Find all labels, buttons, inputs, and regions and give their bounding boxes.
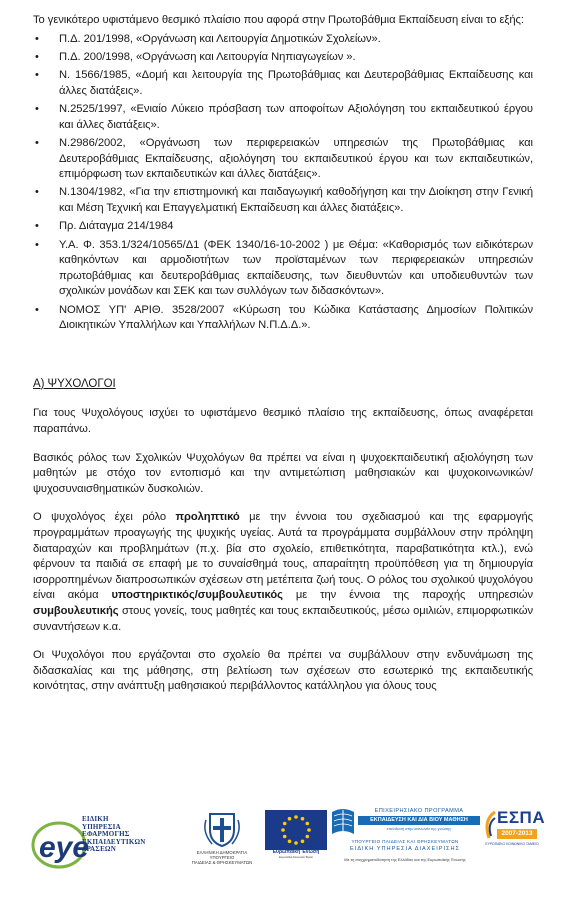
ministry-text-line: ΥΠΟΥΡΓΕΙΟ — [209, 855, 235, 860]
list-item — [33, 32, 533, 48]
paragraph-4: Οι Ψυχολόγοι που εργάζονται στο σχολείο θα πρέπει να συμβάλλουν στην ενδυνάμωση της διδασκαλίας και της μάθησης, στη βελτίωση των σχέσεων στο εσωτερικό της εκπαιδευτικής κοινότητας, στην ανάπτυξη μαθησιακού περιβάλλοντος κατάλληλου για όλους τους — [33, 649, 533, 693]
list-item — [33, 219, 533, 235]
cofunding-note: Με τη συγχρηματοδότηση της Ελλάδας και της Ευρωπαϊκής Ένωσης — [344, 857, 466, 862]
eye-text-line: ΥΠΗΡΕΣΙΑ — [82, 822, 121, 831]
law-text: Π.Δ. 200/1998, «Οργάνωση και Λειτουργία Νηπιαγωγείων ». — [59, 50, 356, 63]
bullet-icon: • — [35, 303, 39, 316]
paragraph-text: στους γονείς, τους μαθητές και τους εκπαιδευτικούς, μέσω ομιλιών, επιμορφωτικών συναντήσεων κ.α. — [33, 604, 533, 633]
list-item — [33, 238, 533, 300]
intro-paragraph: Το γενικότερο υφιστάμενο θεσμικό πλαίσιο που αφορά στην Πρωτοβάθμια Εκπαίδευση είναι το εξής: — [33, 14, 524, 26]
eye-logo-text — [82, 816, 182, 854]
list-item — [33, 303, 533, 334]
eye-text-line: ΔΡΑΣΕΩΝ — [82, 845, 116, 854]
bullet-icon: • — [35, 238, 39, 251]
bold-term: υποστηρικτικός/συμβουλευτικός — [111, 589, 283, 602]
paragraph-1: Για τους Ψυχολόγους ισχύει το υφιστάμενο θεσμικό πλαίσιο της εκπαίδευσης, όπως αναφέρεται παραπάνω. — [33, 407, 533, 435]
list-item — [33, 136, 533, 183]
ministry-text — [182, 850, 262, 865]
greek-emblem-icon — [182, 810, 262, 848]
list-item — [33, 68, 533, 99]
legal-framework-list — [33, 32, 533, 334]
document-body — [33, 13, 533, 708]
list-item — [33, 50, 533, 66]
bullet-icon: • — [35, 186, 39, 199]
eye-logo — [30, 812, 180, 882]
eu-subtext: Ευρωπαϊκό Κοινωνικό Ταμείο — [279, 856, 313, 859]
paragraph-3 — [33, 510, 533, 635]
law-text: Ν. 1566/1985, «Δομή και λειτουργία της Πρωτοβάθμιας και Δευτεροβάθμιας Εκπαίδευσης και άλλες διατάξεις». — [59, 69, 533, 97]
eye-mark-text: eye — [39, 831, 90, 864]
bold-term: συμβουλευτικής — [33, 604, 119, 617]
bullet-icon: • — [35, 220, 39, 233]
eu-logo — [265, 810, 327, 880]
list-item — [33, 102, 533, 133]
paragraph-text: Ο ψυχολόγος έχει ρόλο — [33, 511, 176, 524]
paragraph-text: με την έννοια της παροχής υπηρεσιών — [282, 589, 533, 602]
espa-title: ΕΣΠΑ — [497, 808, 546, 827]
law-text: Ν.2525/1997, «Ενιαίο Λύκειο πρόσβαση των αποφοίτων Αξιολόγηση του εκπαιδευτικού έργου και άλλες διατάξεις». — [59, 103, 533, 131]
espa-swoosh-icon — [483, 810, 497, 840]
paragraph-text: με την έννοια του σχεδιασμού και της εφαρμογής προγραμμάτων προαγωγής της ψυχικής υγείας. Αυτά τα προγράμματα συμβάλλουν στην πρόληψη διαταραχών και προβλημάτων (π.χ. βία στο σχολείο, επιθετικότητα, παραβατικότητα κτλ.), ενώ φέρνουν τα παιδιά σε επαφή με το συναίσθημά τους, απαραίτητη προϋπόθεση για τη δημιουργία ισορροπημένων διαπροσωπικών σχέσεων στη μετέπειτα ζωή τους. Ο ρόλος του σχολικού ψυχολόγου είναι ακόμα — [33, 511, 533, 602]
bullet-icon: • — [35, 32, 39, 45]
ministry-text-line: ΕΛΛΗΝΙΚΗ ΔΗΜΟΚΡΑΤΙΑ — [196, 850, 248, 855]
programme-ministry: ΥΠΟΥΡΓΕΙΟ ΠΑΙΔΕΙΑΣ ΚΑΙ ΘΡΗΣΚΕΥΜΑΤΩΝ — [351, 839, 459, 844]
programme-title: ΕΠΙΧΕΙΡΗΣΙΑΚΟ ΠΡΟΓΡΑΜΜΑ — [374, 808, 464, 814]
ministry-logo — [182, 810, 262, 880]
law-text: Ν.2986/2002, «Οργάνωση των περιφερειακών υπηρεσιών της Πρωτοβάθμιας και Δευτεροβάθμιας Εκπαίδευσης, αξιολόγηση του εκπαιδευτικού έργου και των εκπαιδευτικών, επιμόρφωση των εκπαιδευτικών και άλλες διατάξεις». — [59, 136, 533, 181]
bullet-icon: • — [35, 50, 39, 63]
law-text: Π.Δ. 201/1998, «Οργάνωση και Λειτουργία Δημοτικών Σχολείων». — [59, 32, 381, 45]
espa-subtext: ΕΥΡΩΠΑΪΚΟ ΚΟΙΝΩΝΙΚΟ ΤΑΜΕΙΟ — [485, 842, 539, 846]
section-heading: Α) ΨΥΧΟΛΟΓΟΙ — [33, 377, 116, 390]
programme-logo — [330, 806, 480, 886]
law-text: Ν.1304/1982, «Για την επιστημονική και παιδαγωγική καθοδήγηση και την Διοίκηση στην Γενική και Μέση Τεχνική και Επαγγελματική Εκπαίδευση και άλλες διατάξεις». — [59, 186, 533, 214]
footer-logos — [30, 802, 546, 892]
espa-logo — [483, 808, 546, 878]
eu-text: Ευρωπαϊκή Ένωση — [272, 849, 320, 855]
bullet-icon: • — [35, 103, 39, 116]
law-text: ΝΟΜΟΣ ΥΠ' ΑΡΙΘ. 3528/2007 «Κύρωση του Κώδικα Κατάστασης Δημοσίων Πολιτικών Διοικητικών Υπαλλήλων και Υπαλλήλων Ν.Π.Δ.Δ.». — [59, 303, 533, 332]
eye-text-line: ΕΚΠΑΙΔΕΥΤΙΚΩΝ — [82, 837, 146, 846]
espa-years: 2007-2013 — [497, 829, 537, 839]
list-item — [33, 185, 533, 216]
paragraph-2: Βασικός ρόλος των Σχολικών Ψυχολόγων θα πρέπει να είναι η ψυχοεκπαιδευτική αξιολόγηση των μαθητών με στόχο τον εντοπισμό και την αντιμετώπιση μαθησιακών και ψυχοκοινωνικών/ψυχοσυναισθηματικών δυσκολιών. — [33, 451, 533, 495]
bullet-icon: • — [35, 69, 39, 82]
ministry-text-line: ΠΑΙΔΕΙΑΣ & ΘΡΗΣΚΕΥΜΑΤΩΝ — [191, 860, 253, 865]
bold-term: προληπτικό — [175, 511, 240, 524]
eye-mark-icon — [30, 812, 90, 872]
programme-slogan: επένδυση στην κοινωνία της γνώσης — [386, 826, 452, 831]
eu-flag-icon — [265, 810, 327, 850]
book-icon — [330, 806, 356, 836]
programme-name: ΕΚΠΑΙΔΕΥΣΗ ΚΑΙ ΔΙΑ ΒΙΟΥ ΜΑΘΗΣΗ — [358, 816, 480, 825]
programme-service: ΕΙΔΙΚΗ ΥΠΗΡΕΣΙΑ ΔΙΑΧΕΙΡΙΣΗΣ — [349, 846, 461, 852]
eye-text-line: ΕΙΔΙΚΗ — [82, 815, 109, 823]
law-text: Υ.Α. Φ. 353.1/324/10565/Δ1 (ΦΕΚ 1340/16-10-2002 ) με Θέμα: «Καθορισμός των ειδικότερων καθηκόντων και αρμοδιοτήτων των προϊσταμένων των περιφερειακών υπηρεσιών πρωτοβάθμιας και δευτεροβάθμιας εκπαίδευσης, των διευθυντών και υποδιευθυντών των σχολικών μονάδων και ΣΕΚ και των συλλόγων των διδασκόντων». — [59, 238, 533, 298]
bullet-icon: • — [35, 136, 39, 149]
eye-text-line: ΕΦΑΡΜΟΓΗΣ — [82, 830, 130, 839]
law-text: Πρ. Διάταγμα 214/1984 — [59, 220, 174, 233]
